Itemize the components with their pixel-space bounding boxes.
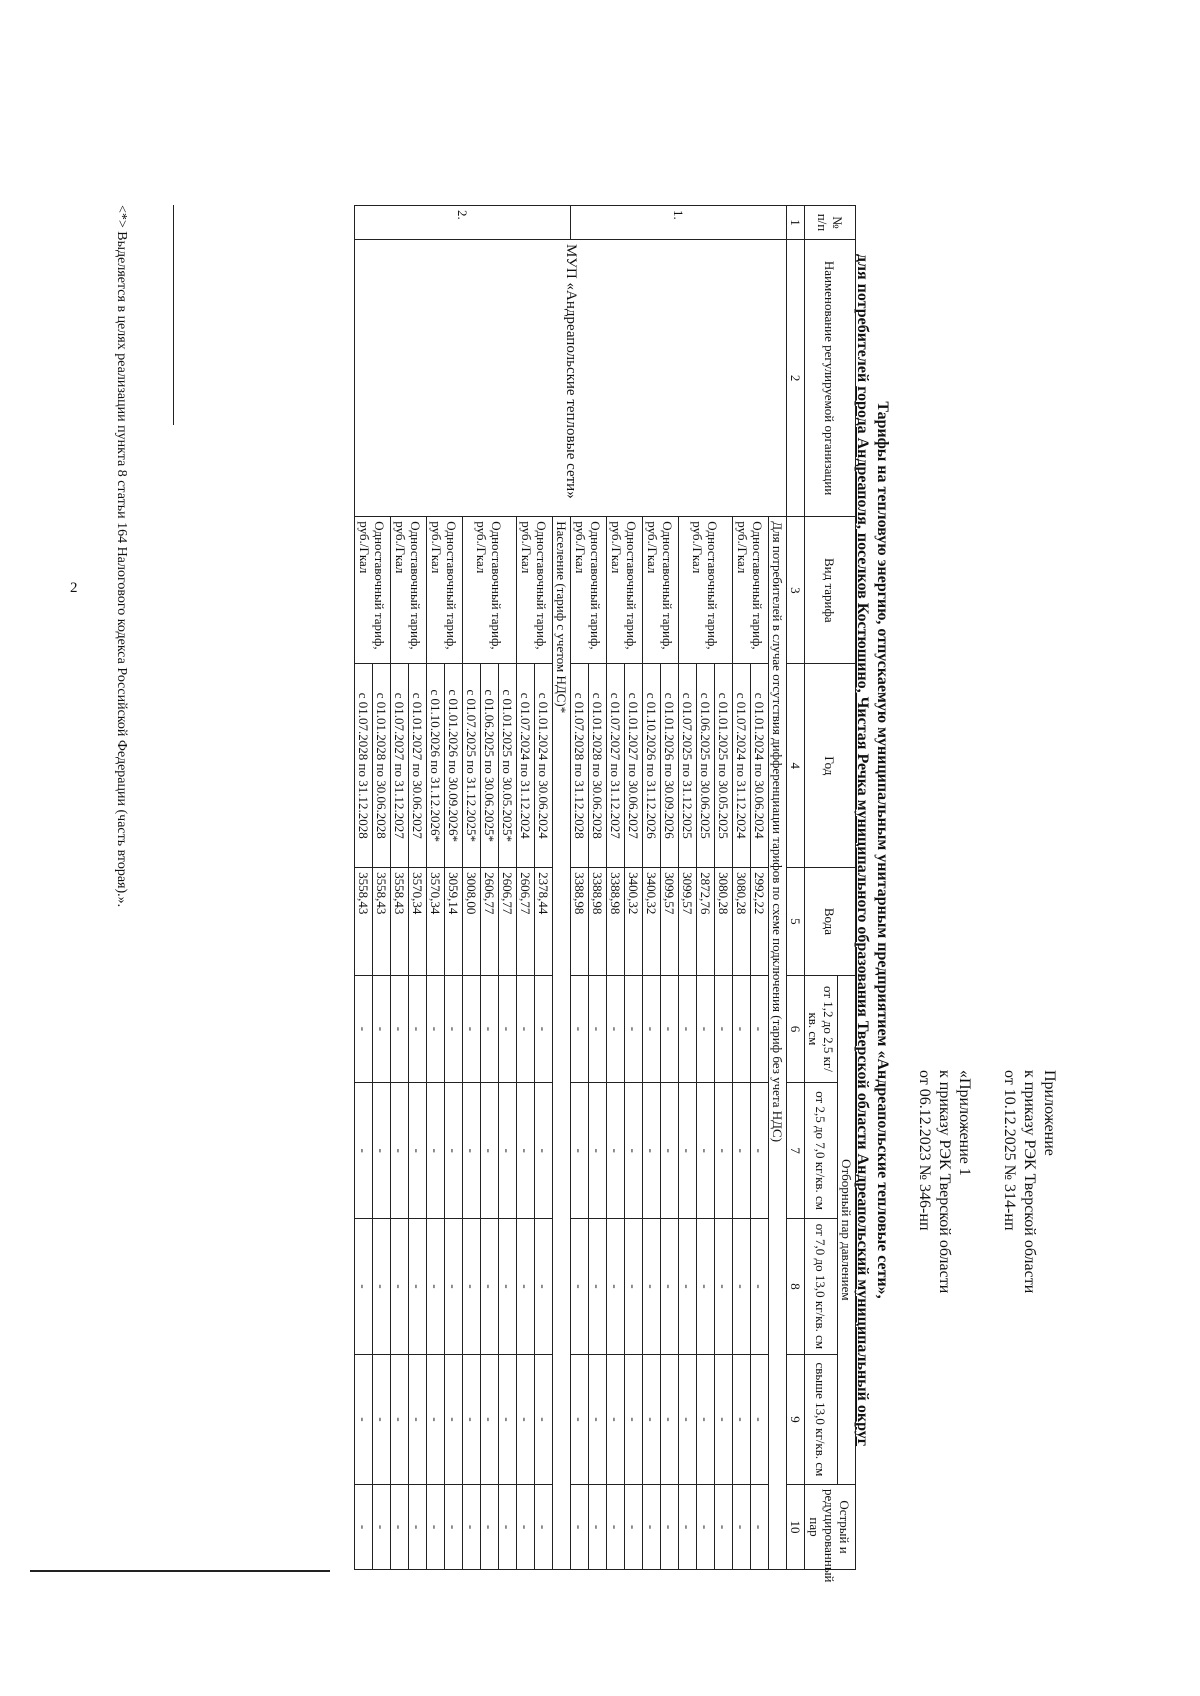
tariff-type: Одноставочный тариф, руб./Гкал <box>733 517 769 664</box>
period: с 01.07.2028 по 31.12.2028 <box>355 664 373 868</box>
period: с 01.06.2025 по 30.06.2025* <box>481 664 499 868</box>
empty-dash: - <box>589 1485 607 1570</box>
empty-dash: - <box>679 1219 697 1355</box>
tariff-type: Одноставочный тариф, руб./Гкал <box>427 517 463 664</box>
header-sharp-steam: Острый и редуцированный пар <box>805 1485 856 1570</box>
water-tariff: 3558,43 <box>391 868 409 976</box>
original-appendix-block <box>914 1070 974 1490</box>
empty-dash: - <box>481 1219 499 1355</box>
empty-dash: - <box>535 1219 553 1355</box>
original-line: «Приложение 1 <box>956 1070 973 1176</box>
water-tariff: 3099,57 <box>679 868 697 976</box>
column-number: 2 <box>787 239 805 516</box>
empty-dash: - <box>679 1354 697 1484</box>
period: с 01.01.2027 по 30.06.2027 <box>625 664 643 868</box>
empty-dash: - <box>409 1083 427 1219</box>
water-tariff: 3570,34 <box>409 868 427 976</box>
tariff-type: Одноставочный тариф, руб./Гкал <box>571 517 607 664</box>
empty-dash: - <box>733 1083 751 1219</box>
water-tariff: 3558,43 <box>373 868 391 976</box>
original-line: от 06.12.2023 № 346-нп <box>916 1070 933 1231</box>
water-tariff: 3400,32 <box>643 868 661 976</box>
empty-dash: - <box>445 1485 463 1570</box>
empty-dash: - <box>571 975 589 1083</box>
empty-dash: - <box>607 1219 625 1355</box>
empty-dash: - <box>427 1219 445 1355</box>
period: с 01.10.2026 по 31.12.2026 <box>643 664 661 868</box>
empty-dash: - <box>409 1354 427 1484</box>
empty-dash: - <box>517 1354 535 1484</box>
column-number: 5 <box>787 868 805 976</box>
water-tariff: 2606,77 <box>481 868 499 976</box>
empty-dash: - <box>715 1354 733 1484</box>
section-title: Население (тариф с учетом НДС)* <box>553 517 571 1570</box>
column-number-row <box>787 206 805 1570</box>
water-tariff: 3080,28 <box>733 868 751 976</box>
empty-dash: - <box>535 975 553 1083</box>
water-tariff: 3099,57 <box>661 868 679 976</box>
empty-dash: - <box>733 975 751 1083</box>
water-tariff: 2606,77 <box>499 868 517 976</box>
empty-dash: - <box>499 1354 517 1484</box>
period: с 01.01.2026 по 30.09.2026 <box>661 664 679 868</box>
header-tariff-type: Вид тарифа <box>805 517 856 664</box>
header-org: Наименование регулируемой организации <box>805 239 856 516</box>
empty-dash: - <box>571 1083 589 1219</box>
section-number: 2. <box>355 206 571 240</box>
empty-dash: - <box>499 975 517 1083</box>
empty-dash: - <box>517 1485 535 1570</box>
empty-dash: - <box>517 1219 535 1355</box>
empty-dash: - <box>661 1354 679 1484</box>
empty-dash: - <box>409 1219 427 1355</box>
period: с 01.07.2027 по 31.12.2027 <box>391 664 409 868</box>
empty-dash: - <box>679 1485 697 1570</box>
period: с 01.01.2024 по 30.06.2024 <box>535 664 553 868</box>
empty-dash: - <box>463 1354 481 1484</box>
water-tariff: 3388,98 <box>571 868 589 976</box>
empty-dash: - <box>589 975 607 1083</box>
period: с 01.01.2028 по 30.06.2028 <box>589 664 607 868</box>
empty-dash: - <box>481 975 499 1083</box>
water-tariff: 2378,44 <box>535 868 553 976</box>
empty-dash: - <box>373 1083 391 1219</box>
section-number: 1. <box>571 206 787 240</box>
approval-block <box>999 1070 1059 1490</box>
empty-dash: - <box>679 1083 697 1219</box>
period: с 01.07.2024 по 31.12.2024 <box>733 664 751 868</box>
empty-dash: - <box>445 975 463 1083</box>
empty-dash: - <box>571 1219 589 1355</box>
section-row <box>769 206 787 1570</box>
empty-dash: - <box>391 1354 409 1484</box>
empty-dash: - <box>625 1083 643 1219</box>
empty-dash: - <box>355 1219 373 1355</box>
empty-dash: - <box>643 1219 661 1355</box>
column-number: 9 <box>787 1354 805 1484</box>
empty-dash: - <box>499 1485 517 1570</box>
empty-dash: - <box>697 1354 715 1484</box>
water-tariff: 3008,00 <box>463 868 481 976</box>
period: с 01.10.2026 по 31.12.2026* <box>427 664 445 868</box>
empty-dash: - <box>625 1485 643 1570</box>
empty-dash: - <box>643 1485 661 1570</box>
empty-dash: - <box>373 1485 391 1570</box>
empty-dash: - <box>607 1485 625 1570</box>
empty-dash: - <box>427 1485 445 1570</box>
empty-dash: - <box>535 1354 553 1484</box>
approval-line: Приложение <box>1041 1070 1058 1156</box>
empty-dash: - <box>391 1485 409 1570</box>
empty-dash: - <box>409 975 427 1083</box>
empty-dash: - <box>589 1219 607 1355</box>
empty-dash: - <box>751 1485 769 1570</box>
tariff-table-body <box>355 206 805 1570</box>
header-steam-2: от 2,5 до 7,0 кг/кв. см <box>805 1083 838 1219</box>
water-tariff: 3388,98 <box>589 868 607 976</box>
empty-dash: - <box>391 1083 409 1219</box>
empty-dash: - <box>373 975 391 1083</box>
column-number: 8 <box>787 1219 805 1355</box>
empty-dash: - <box>427 975 445 1083</box>
empty-dash: - <box>481 1083 499 1219</box>
empty-dash: - <box>463 1083 481 1219</box>
organization-name: МУП «Андреапольские тепловые сети» <box>355 239 787 516</box>
empty-dash: - <box>733 1485 751 1570</box>
empty-dash: - <box>355 1083 373 1219</box>
water-tariff: 3558,43 <box>355 868 373 976</box>
empty-dash: - <box>445 1083 463 1219</box>
empty-dash: - <box>751 1083 769 1219</box>
page-number: 2 <box>70 580 78 596</box>
original-line: к приказу РЭК Тверской области <box>936 1070 953 1294</box>
header-water: Вода <box>805 868 856 976</box>
empty-dash: - <box>679 975 697 1083</box>
empty-dash: - <box>715 1083 733 1219</box>
empty-dash: - <box>517 1083 535 1219</box>
empty-dash: - <box>625 1219 643 1355</box>
empty-dash: - <box>445 1219 463 1355</box>
empty-dash: - <box>607 975 625 1083</box>
period: с 01.07.2025 по 31.12.2025* <box>463 664 481 868</box>
approval-line: от 10.12.2025 № 314-нп <box>1001 1070 1018 1231</box>
header-year: Год <box>805 664 856 868</box>
water-tariff: 3080,28 <box>715 868 733 976</box>
bottom-rule <box>30 1570 330 1572</box>
empty-dash: - <box>355 1354 373 1484</box>
empty-dash: - <box>499 1219 517 1355</box>
empty-dash: - <box>535 1083 553 1219</box>
section-title: Для потребителей в случае отсутствия дифференциации тарифов по схеме подключения (тариф без учета НДС) <box>769 517 787 1570</box>
period: с 01.01.2026 по 30.09.2026* <box>445 664 463 868</box>
empty-dash: - <box>589 1083 607 1219</box>
water-tariff: 2992,22 <box>751 868 769 976</box>
water-tariff: 3570,34 <box>427 868 445 976</box>
empty-dash: - <box>463 975 481 1083</box>
empty-dash: - <box>481 1485 499 1570</box>
empty-dash: - <box>391 975 409 1083</box>
empty-dash: - <box>697 1219 715 1355</box>
period: с 01.01.2025 по 30.05.2025* <box>499 664 517 868</box>
empty-dash: - <box>661 1219 679 1355</box>
empty-dash: - <box>715 1219 733 1355</box>
water-tariff: 3059,14 <box>445 868 463 976</box>
water-tariff: 3400,32 <box>625 868 643 976</box>
header-steam-3: от 7,0 до 13,0 кг/кв. см <box>805 1219 838 1355</box>
tariff-type: Одноставочный тариф, руб./Гкал <box>391 517 427 664</box>
empty-dash: - <box>391 1219 409 1355</box>
period: с 01.07.2025 по 31.12.2025 <box>679 664 697 868</box>
tariff-type: Одноставочный тариф, руб./Гкал <box>643 517 679 664</box>
footnote: <*> Выделяется в целях реализации пункта 8 статьи 164 Налогового кодекса Российской Федерации (часть вторая).». <box>114 205 129 908</box>
period: с 01.07.2028 по 31.12.2028 <box>571 664 589 868</box>
tariff-type: Одноставочный тариф, руб./Гкал <box>679 517 733 664</box>
tariff-table <box>354 205 856 1583</box>
document-title <box>852 150 892 1550</box>
empty-dash: - <box>661 1485 679 1570</box>
title-prefix: для потребителей <box>854 253 871 383</box>
empty-dash: - <box>463 1485 481 1570</box>
empty-dash: - <box>715 1485 733 1570</box>
empty-dash: - <box>445 1354 463 1484</box>
empty-dash: - <box>697 975 715 1083</box>
empty-dash: - <box>625 1354 643 1484</box>
period: с 01.07.2024 по 31.12.2024 <box>517 664 535 868</box>
title-line-1: Тарифы на тепловую энергию, отпускаемую муниципальным унитарным предприятием «Андреапольские тепловые сети», <box>874 401 891 1299</box>
column-number: 7 <box>787 1083 805 1219</box>
period: с 01.01.2025 по 30.05.2025 <box>715 664 733 868</box>
empty-dash: - <box>625 975 643 1083</box>
empty-dash: - <box>697 1485 715 1570</box>
empty-dash: - <box>427 1083 445 1219</box>
empty-dash: - <box>571 1354 589 1484</box>
approval-line: к приказу РЭК Тверской области <box>1021 1070 1038 1294</box>
header-steam-4: свыше 13,0 кг/кв. см <box>805 1354 838 1484</box>
column-number: 4 <box>787 664 805 868</box>
empty-dash: - <box>571 1485 589 1570</box>
period: с 01.01.2024 по 30.06.2024 <box>751 664 769 868</box>
empty-dash: - <box>409 1485 427 1570</box>
empty-dash: - <box>643 975 661 1083</box>
column-number: 3 <box>787 517 805 664</box>
column-number: 1 <box>787 206 805 240</box>
empty-dash: - <box>463 1219 481 1355</box>
header-num: № п/п <box>805 206 856 240</box>
column-number: 10 <box>787 1485 805 1570</box>
empty-dash: - <box>481 1354 499 1484</box>
empty-dash: - <box>715 975 733 1083</box>
empty-dash: - <box>373 1354 391 1484</box>
header-steam-1: от 1,2 до 2,5 кг/кв. см <box>805 975 838 1083</box>
empty-dash: - <box>355 975 373 1083</box>
empty-dash: - <box>373 1219 391 1355</box>
title-underlined: города Андреаполя, поселков Костюшино, Чистая Речка муниципального образования Тверской области Андреапольский муниципальный округ <box>854 386 871 1447</box>
tariff-type: Одноставочный тариф, руб./Гкал <box>517 517 553 664</box>
empty-dash: - <box>751 975 769 1083</box>
footnote-separator <box>173 205 174 425</box>
empty-dash: - <box>751 1354 769 1484</box>
empty-dash: - <box>697 1083 715 1219</box>
empty-dash: - <box>607 1354 625 1484</box>
header-steam-group: Отборный пар давлением <box>838 975 856 1484</box>
empty-dash: - <box>427 1354 445 1484</box>
empty-dash: - <box>355 1485 373 1570</box>
empty-dash: - <box>517 975 535 1083</box>
water-tariff: 2872,76 <box>697 868 715 976</box>
empty-dash: - <box>661 975 679 1083</box>
tariff-type: Одноставочный тариф, руб./Гкал <box>355 517 391 664</box>
empty-dash: - <box>733 1219 751 1355</box>
empty-dash: - <box>643 1354 661 1484</box>
tariff-type: Одноставочный тариф, руб./Гкал <box>607 517 643 664</box>
empty-dash: - <box>751 1219 769 1355</box>
empty-dash: - <box>535 1485 553 1570</box>
water-tariff: 3388,98 <box>607 868 625 976</box>
period: с 01.06.2025 по 30.06.2025 <box>697 664 715 868</box>
empty-dash: - <box>499 1083 517 1219</box>
empty-dash: - <box>607 1083 625 1219</box>
period: с 01.01.2028 по 30.06.2028 <box>373 664 391 868</box>
empty-dash: - <box>643 1083 661 1219</box>
column-number: 6 <box>787 975 805 1083</box>
tariff-type: Одноставочный тариф, руб./Гкал <box>463 517 517 664</box>
period: с 01.01.2027 по 30.06.2027 <box>409 664 427 868</box>
period: с 01.07.2027 по 31.12.2027 <box>607 664 625 868</box>
rotated-page-content <box>54 70 1124 1583</box>
empty-dash: - <box>733 1354 751 1484</box>
empty-dash: - <box>661 1083 679 1219</box>
empty-dash: - <box>589 1354 607 1484</box>
water-tariff: 2606,77 <box>517 868 535 976</box>
